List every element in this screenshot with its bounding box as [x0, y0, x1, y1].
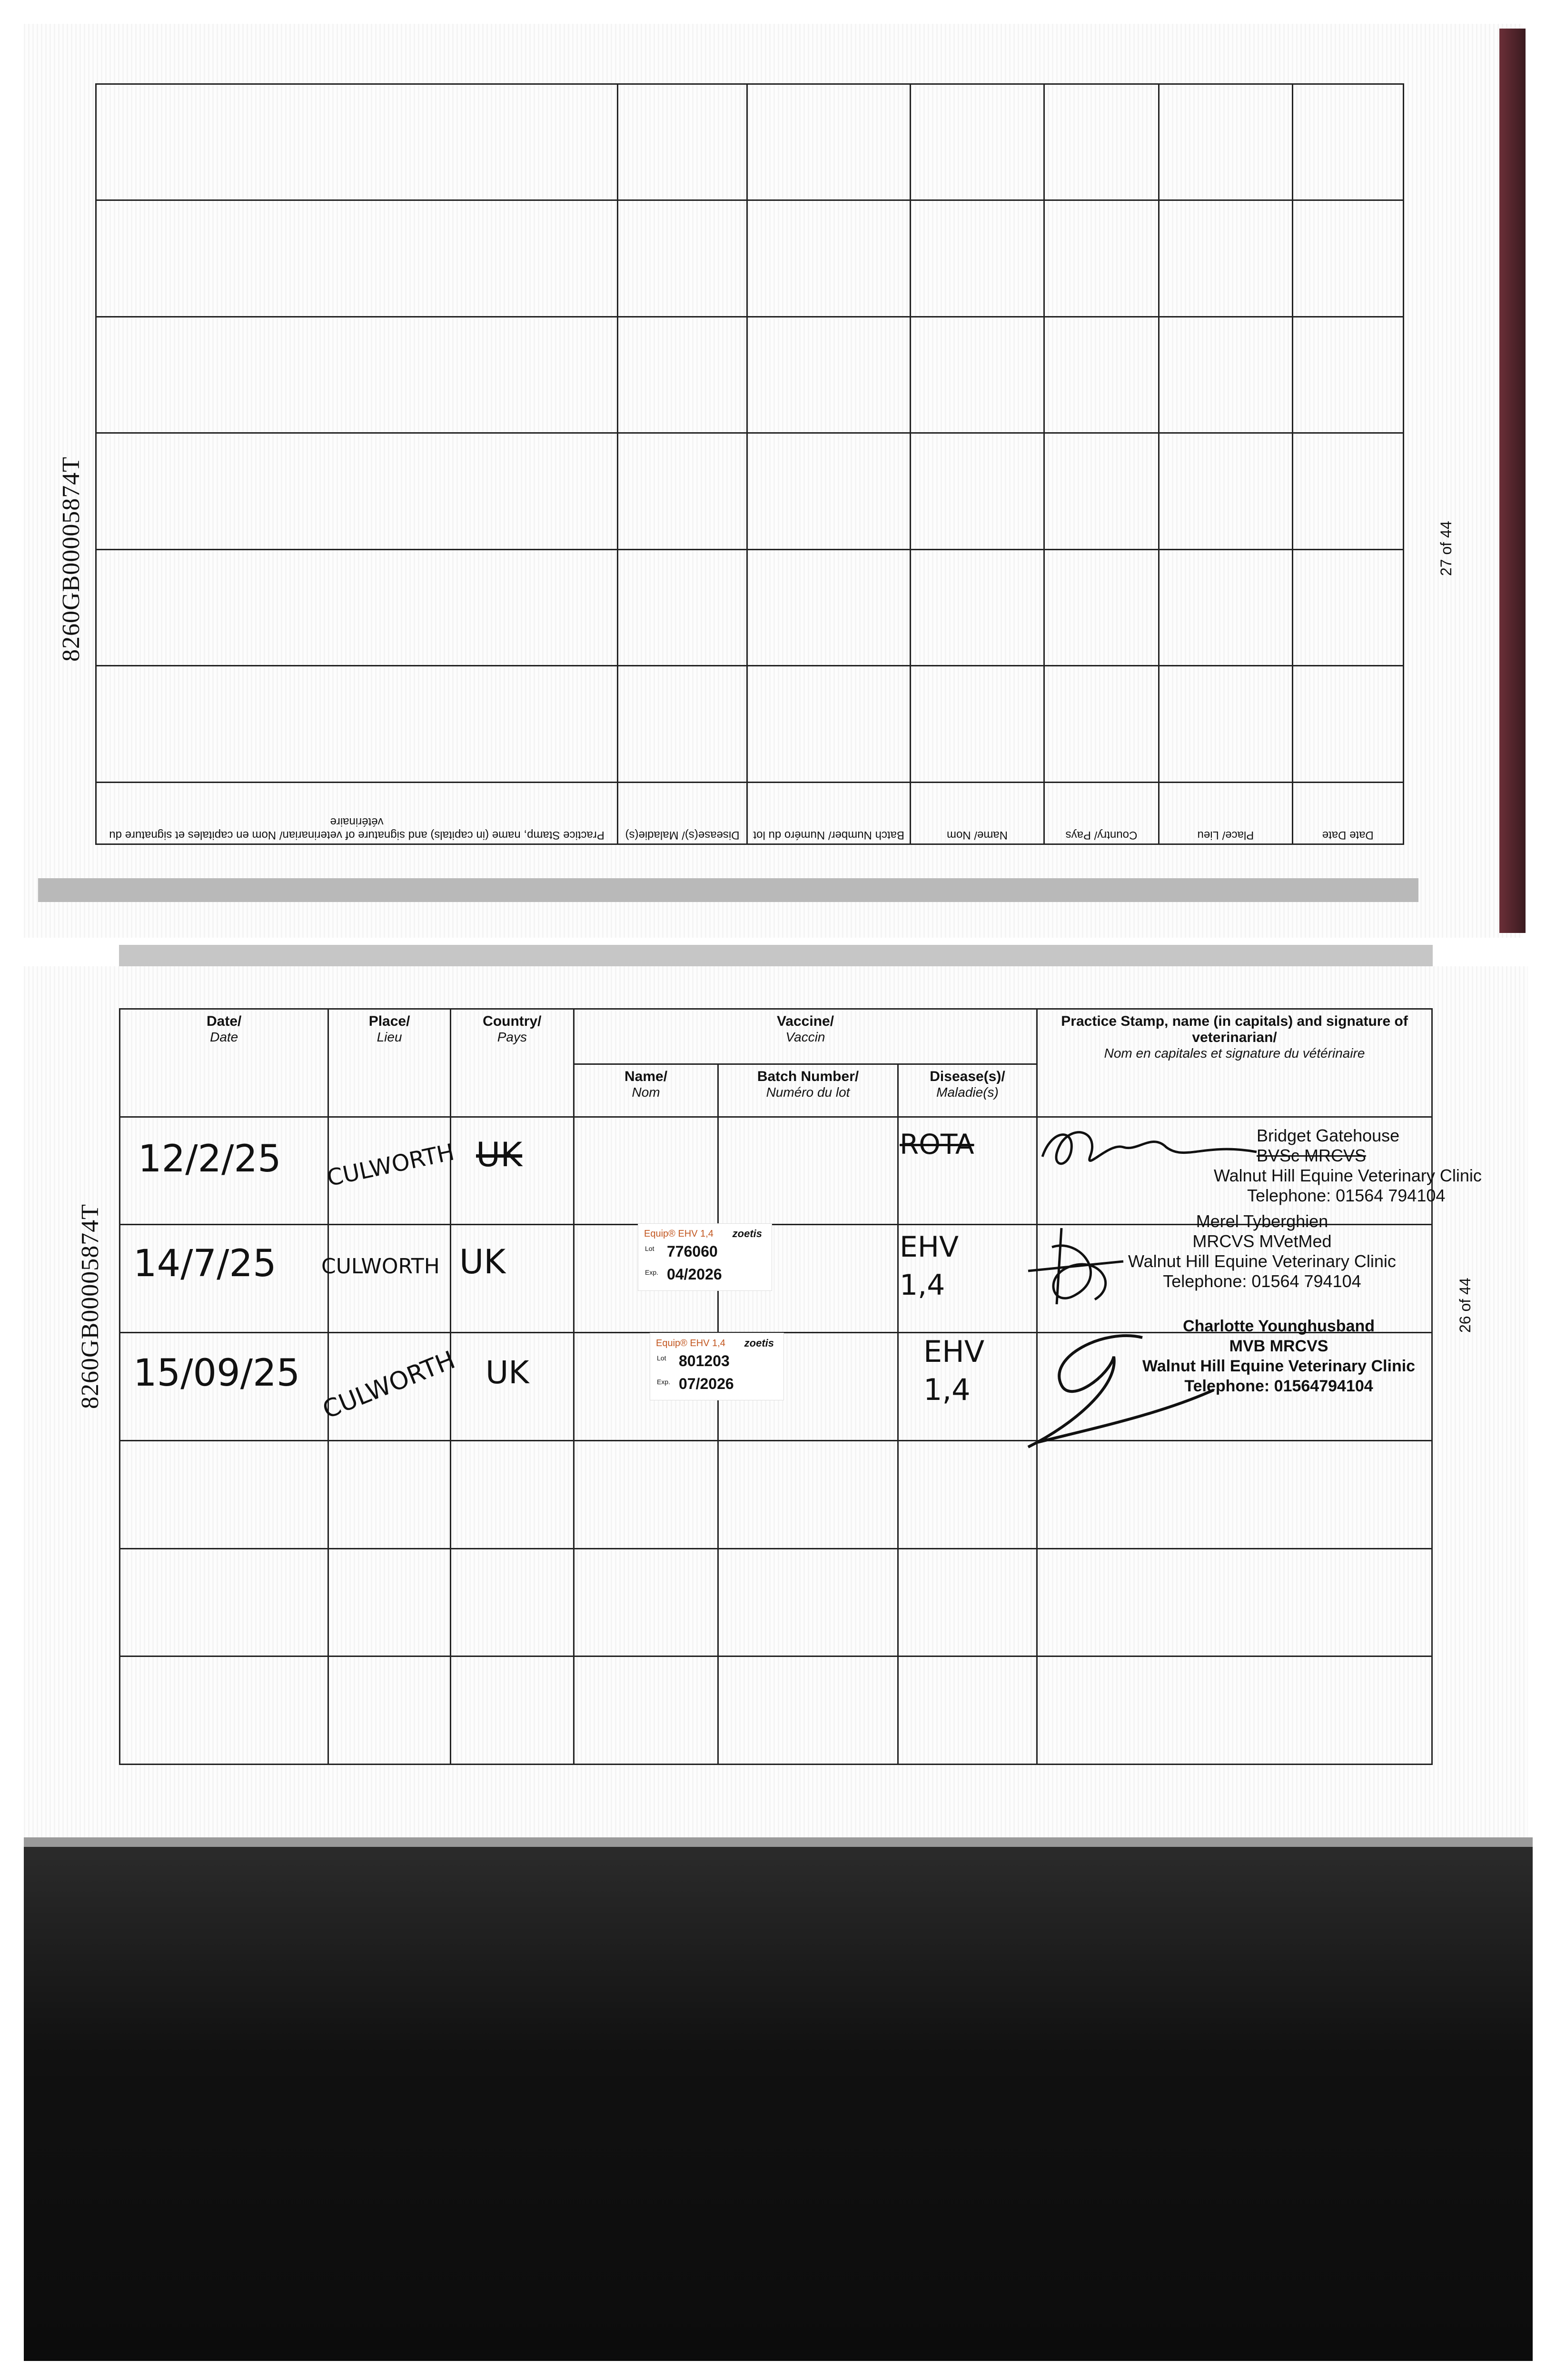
- passport-id-bottom: 8260GB00005874T: [77, 1204, 104, 1409]
- row2-signature: [1023, 1219, 1128, 1314]
- th-country: Country/ Pays: [1044, 783, 1159, 844]
- header-date: Date/ Date: [120, 1009, 328, 1117]
- row2-place: CULWORTH: [321, 1254, 440, 1279]
- row1-date: 12/2/25: [138, 1138, 281, 1180]
- row2-vet-stamp: Merel Tyberghien MRCVS MVetMed Walnut Hill Equine Veterinary Clinic Telephone: 01564 794104: [1128, 1211, 1396, 1291]
- th-vet: Practice Stamp, name (in capitals) and signature of veterinarian/ Nom en capitales et signature du vétérinaire: [96, 783, 618, 844]
- header-place: Place/ Lieu: [328, 1009, 450, 1117]
- th-date: Date Date: [1292, 783, 1403, 844]
- gutter-shadow-top: [38, 878, 1418, 902]
- header-batch: Batch Number/ Numéro du lot: [718, 1064, 898, 1117]
- row1-place: CULWORTH: [325, 1139, 457, 1192]
- header-name: Name/ Nom: [574, 1064, 718, 1117]
- header-vet: Practice Stamp, name (in capitals) and signature of veterinarian/ Nom en capitales et signature du vétérinaire: [1037, 1009, 1432, 1117]
- row2-date: 14/7/25: [133, 1242, 277, 1285]
- header-disease: Disease(s)/ Maladie(s): [898, 1064, 1037, 1117]
- gutter-shadow-bottom: [119, 945, 1433, 966]
- row3-vaccine-label: Equip® EHV 1,4 zoetis Lot 801203 Exp. 07/2026: [650, 1333, 784, 1400]
- binding-spine: [1499, 29, 1526, 933]
- th-batch: Batch Number/ Numéro du lot: [747, 783, 911, 844]
- scanner-background: [24, 1847, 1533, 2361]
- vaccination-table-top: [95, 83, 1404, 845]
- page-number-top: 27 of 44: [1437, 521, 1455, 576]
- row3-date: 15/09/25: [133, 1352, 300, 1395]
- row1-disease: ROTA: [900, 1128, 974, 1160]
- row3-disease: EHV 1,4: [923, 1334, 985, 1407]
- th-disease: Disease(s)/ Maladie(s): [618, 783, 747, 844]
- row2-disease: EHV 1,4: [900, 1230, 959, 1302]
- row3-country: UK: [486, 1354, 529, 1391]
- table-row: [120, 1440, 1432, 1548]
- row1-vet-stamp: Bridget Gatehouse BVSc MRCVS Walnut Hill Equine Veterinary Clinic Telephone: 01564 794104: [1214, 1126, 1482, 1205]
- page-number-bottom: 26 of 44: [1457, 1278, 1474, 1333]
- table-row: [120, 1548, 1432, 1656]
- row2-country: UK: [459, 1242, 506, 1281]
- passport-id-top: 8260GB00005874T: [58, 456, 85, 662]
- row2-vaccine-label: Equip® EHV 1,4 zoetis Lot 776060 Exp. 04/2026: [638, 1223, 772, 1291]
- header-vaccine: Vaccine/ Vaccin: [574, 1009, 1037, 1064]
- th-place: Place/ Lieu: [1159, 783, 1292, 844]
- row1-country: UK: [476, 1135, 523, 1174]
- row3-place: CULWORTH: [318, 1346, 459, 1425]
- header-country: Country/ Pays: [450, 1009, 574, 1117]
- row3-vet-stamp: Charlotte Younghusband MVB MRCVS Walnut Hill Equine Veterinary Clinic Telephone: 01564794104: [1142, 1317, 1416, 1395]
- th-name: Name/ Nom: [911, 783, 1044, 844]
- table-row: [120, 1656, 1432, 1765]
